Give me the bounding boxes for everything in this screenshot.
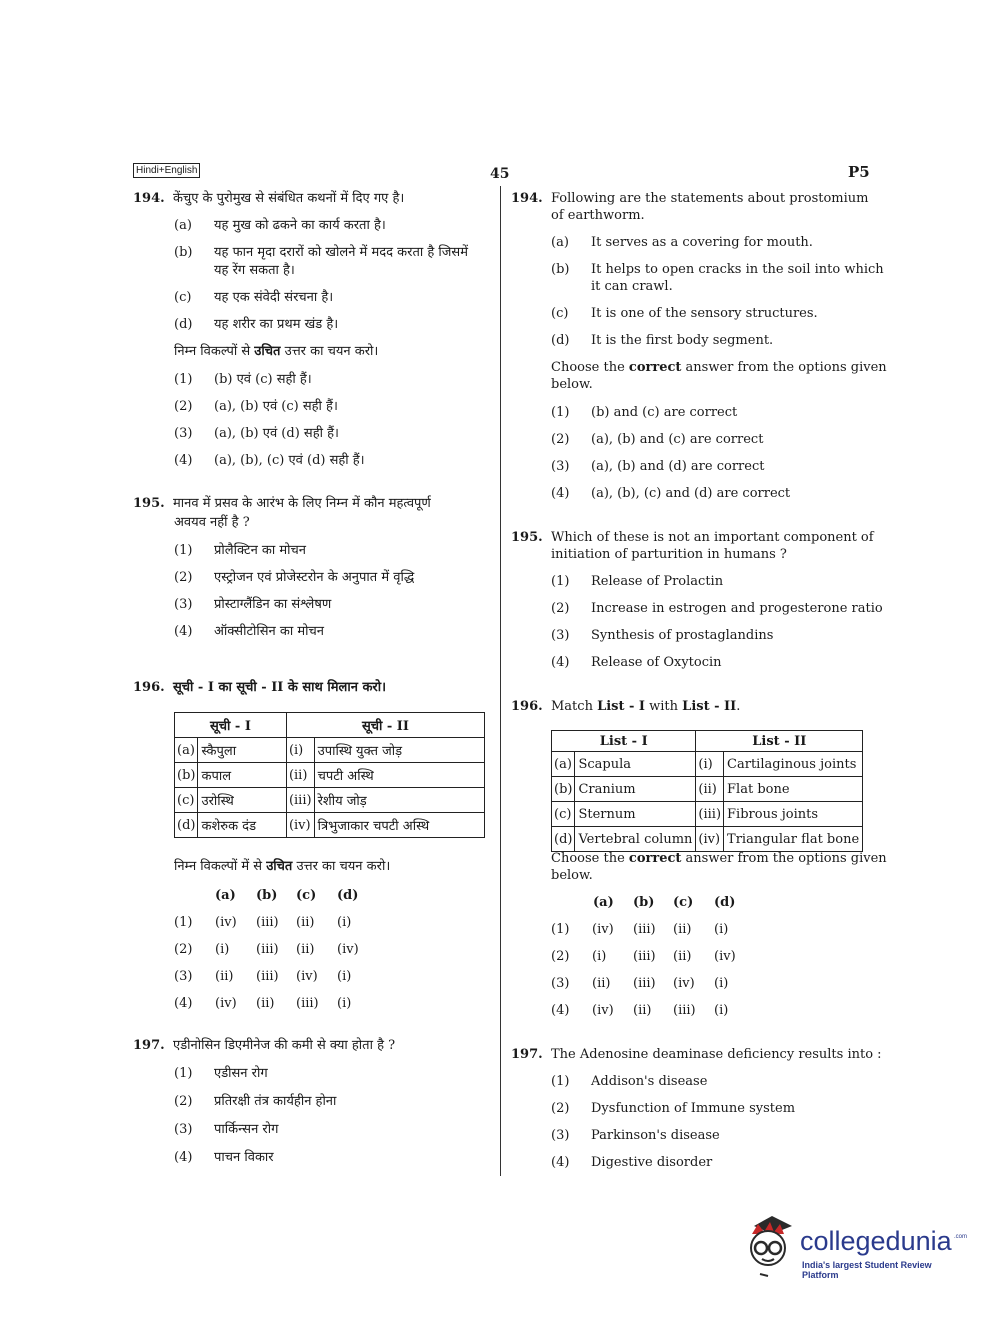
table-row: (d) Vertebral column (iv) Triangular flat bone xyxy=(552,827,863,852)
instruction-cont: below. xyxy=(551,377,593,392)
statement-text: यह शरीर का प्रथम खंड है। xyxy=(214,317,339,332)
statement-text: यह रेंग सकता है। xyxy=(214,263,295,278)
match-table-english xyxy=(551,730,863,852)
instruction: निम्न विकल्पों में से उचित उत्तर का चयन करो। xyxy=(174,859,391,874)
statement-text: यह फान मृदा दरारों को खोलने में मदद करता है जिसमें xyxy=(214,245,468,260)
question-number: 194. xyxy=(133,191,165,206)
match-table-hindi xyxy=(174,712,485,838)
logo-wordmark: collegedunia xyxy=(800,1226,952,1256)
column-header: सूची - II xyxy=(286,713,484,738)
statement-key: (b) xyxy=(174,245,193,260)
table-row: (b) कपाल (ii) चपटी अस्थि xyxy=(175,763,485,788)
statement-text: यह मुख को ढकने का कार्य करता है। xyxy=(214,218,386,233)
instruction-cont: below. xyxy=(551,868,593,883)
table-row: (a) स्कैपुला (i) उपास्थि युक्त जोड़ xyxy=(175,738,485,763)
question-text-cont: अवयव नहीं है ? xyxy=(174,515,250,530)
table-row: (a) Scapula (i) Cartilaginous joints xyxy=(552,752,863,777)
question-text: केंचुए के पुरोमुख से संबंधित कथनों में दिए गए है। xyxy=(173,191,405,206)
collegedunia-logo[interactable] xyxy=(742,1212,967,1282)
question-text-cont: of earthworm. xyxy=(551,208,645,223)
table-row: (c) उरोस्थि (iii) रेशीय जोड़ xyxy=(175,788,485,813)
instruction: Choose the correct answer from the options given xyxy=(551,851,887,866)
page-number: 45 xyxy=(490,166,510,182)
question-text-cont: initiation of parturition in humans ? xyxy=(551,547,787,562)
statement-key: (d) xyxy=(174,317,193,332)
instruction: Choose the correct answer from the options given xyxy=(551,360,887,375)
statement-key: (c) xyxy=(174,290,192,305)
statement-key: (a) xyxy=(174,218,192,233)
column-header: सूची - I xyxy=(175,713,287,738)
logo-suffix: .com xyxy=(954,1234,968,1240)
instruction: निम्न विकल्पों से उचित उत्तर का चयन करो। xyxy=(174,344,379,359)
table-row: (d) कशेरुक दंड (iv) त्रिभुजाकार चपटी अस्थि xyxy=(175,813,485,838)
column-header: List - I xyxy=(552,731,696,752)
language-tag: Hindi+English xyxy=(133,163,200,178)
mascot-icon xyxy=(742,1212,802,1282)
logo-tagline: India's largest Student Review Platform xyxy=(802,1260,932,1280)
column-divider xyxy=(500,186,501,1176)
statement-text: यह एक संवेदी संरचना है। xyxy=(214,290,334,305)
table-row: (c) Sternum (iii) Fibrous joints xyxy=(552,802,863,827)
table-row: (b) Cranium (ii) Flat bone xyxy=(552,777,863,802)
set-code: P5 xyxy=(848,163,870,181)
column-header: List - II xyxy=(696,731,863,752)
